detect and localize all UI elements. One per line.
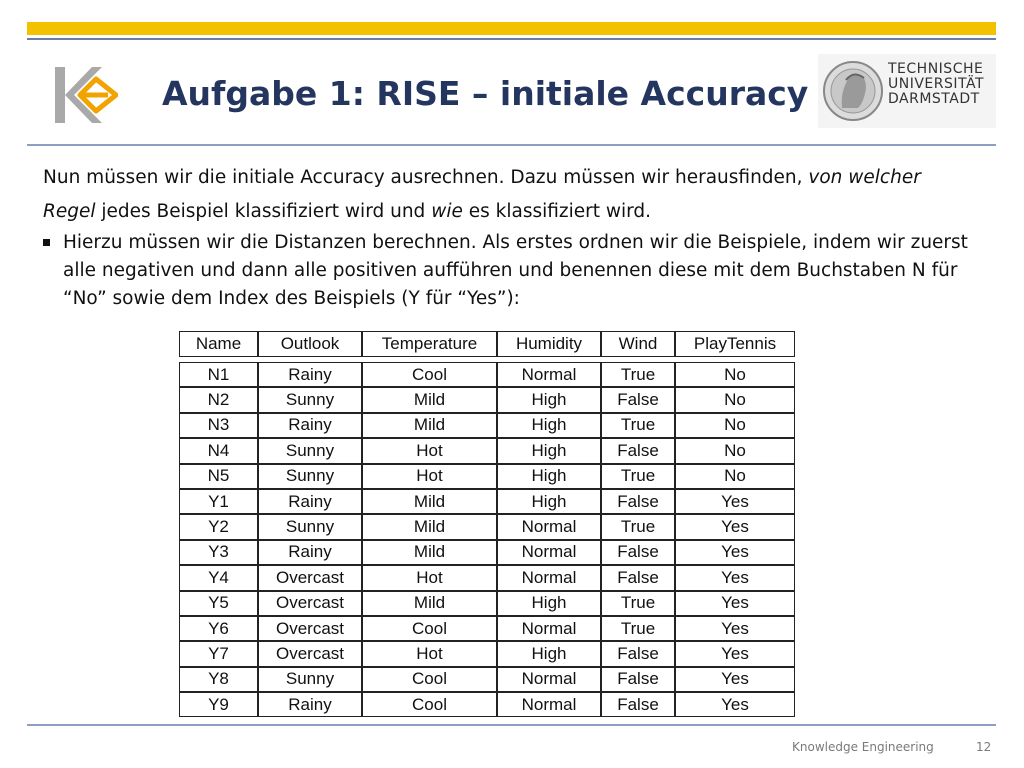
- cell-humidity: High: [497, 413, 601, 438]
- cell-outlook: Rainy: [258, 692, 362, 717]
- top-accent-bar: [27, 22, 996, 35]
- slide-body: [43, 161, 973, 313]
- cell-outlook: Overcast: [258, 616, 362, 641]
- cell-outlook: Rainy: [258, 362, 362, 387]
- cell-wind: True: [601, 464, 675, 489]
- cell-wind: False: [601, 641, 675, 666]
- cell-outlook: Sunny: [258, 438, 362, 463]
- table-row: [179, 641, 795, 666]
- cell-humidity: High: [497, 641, 601, 666]
- cell-name: Y5: [179, 591, 258, 616]
- footer-divider: [27, 724, 996, 726]
- cell-humidity: High: [497, 591, 601, 616]
- cell-outlook: Sunny: [258, 667, 362, 692]
- cell-humidity: High: [497, 489, 601, 514]
- slide-title: Aufgabe 1: RISE – initiale Accuracy: [162, 74, 809, 113]
- cell-name: N1: [179, 362, 258, 387]
- cell-wind: True: [601, 514, 675, 539]
- cell-temperature: Hot: [362, 641, 497, 666]
- cell-outlook: Sunny: [258, 387, 362, 412]
- examples-table: [179, 331, 795, 717]
- intro-text-2-italic: von welcher Regel: [43, 167, 921, 222]
- cell-wind: True: [601, 591, 675, 616]
- header-humidity: Humidity: [497, 331, 601, 357]
- page-number: 12: [976, 740, 992, 754]
- table-header-row: [179, 331, 795, 357]
- cell-temperature: Mild: [362, 540, 497, 565]
- cell-wind: False: [601, 540, 675, 565]
- cell-name: Y7: [179, 641, 258, 666]
- table-row: [179, 489, 795, 514]
- title-divider: [27, 144, 996, 146]
- cell-wind: True: [601, 362, 675, 387]
- square-bullet-icon: [43, 239, 50, 246]
- cell-temperature: Cool: [362, 692, 497, 717]
- cell-temperature: Hot: [362, 438, 497, 463]
- cell-humidity: High: [497, 387, 601, 412]
- knowledge-engineering-logo: [50, 65, 118, 125]
- cell-playtennis: Yes: [675, 692, 795, 717]
- university-name-line-1: TECHNISCHE: [888, 61, 984, 77]
- cell-name: N4: [179, 438, 258, 463]
- cell-wind: False: [601, 438, 675, 463]
- cell-wind: False: [601, 667, 675, 692]
- cell-temperature: Cool: [362, 667, 497, 692]
- cell-wind: True: [601, 616, 675, 641]
- university-name-line-2: UNIVERSITÄT: [888, 76, 985, 92]
- cell-humidity: Normal: [497, 667, 601, 692]
- cell-humidity: High: [497, 438, 601, 463]
- table-body: [179, 357, 795, 717]
- cell-wind: False: [601, 565, 675, 590]
- cell-playtennis: No: [675, 387, 795, 412]
- cell-name: Y8: [179, 667, 258, 692]
- cell-playtennis: Yes: [675, 641, 795, 666]
- bullet-text: Hierzu müssen wir die Distanzen berechnen. Als erstes ordnen wir die Beispiele, indem wir zuerst alle negativen und dann alle positiven aufführen und benennen diese mit dem Buchstaben N für “No” sowie dem Index des Beispiels (Y für “Yes”):: [63, 232, 968, 309]
- cell-outlook: Sunny: [258, 464, 362, 489]
- university-name: [888, 62, 984, 107]
- table-row: [179, 387, 795, 412]
- cell-temperature: Cool: [362, 616, 497, 641]
- intro-text-3: jedes Beispiel klassifiziert wird und: [95, 201, 432, 222]
- intro-text-1: Nun müssen wir die initiale Accuracy ausrechnen. Dazu müssen wir herausfinden,: [43, 167, 809, 188]
- footer-label: Knowledge Engineering: [792, 740, 934, 754]
- table-row: [179, 438, 795, 463]
- athena-seal-icon: [822, 58, 884, 124]
- cell-outlook: Overcast: [258, 641, 362, 666]
- cell-name: Y3: [179, 540, 258, 565]
- cell-temperature: Mild: [362, 514, 497, 539]
- cell-temperature: Mild: [362, 387, 497, 412]
- cell-temperature: Mild: [362, 591, 497, 616]
- cell-humidity: Normal: [497, 362, 601, 387]
- cell-temperature: Cool: [362, 362, 497, 387]
- table-row: [179, 540, 795, 565]
- header-temperature: Temperature: [362, 331, 497, 357]
- cell-playtennis: Yes: [675, 514, 795, 539]
- cell-humidity: Normal: [497, 565, 601, 590]
- cell-playtennis: Yes: [675, 591, 795, 616]
- top-accent-line: [27, 38, 996, 40]
- cell-playtennis: Yes: [675, 616, 795, 641]
- cell-playtennis: Yes: [675, 667, 795, 692]
- cell-humidity: Normal: [497, 616, 601, 641]
- cell-temperature: Mild: [362, 489, 497, 514]
- cell-temperature: Hot: [362, 565, 497, 590]
- cell-wind: False: [601, 489, 675, 514]
- cell-playtennis: No: [675, 464, 795, 489]
- table-row: [179, 565, 795, 590]
- cell-name: N3: [179, 413, 258, 438]
- table-row: [179, 667, 795, 692]
- table-row: [179, 692, 795, 717]
- cell-humidity: High: [497, 464, 601, 489]
- cell-humidity: Normal: [497, 540, 601, 565]
- header-wind: Wind: [601, 331, 675, 357]
- cell-playtennis: Yes: [675, 540, 795, 565]
- cell-temperature: Hot: [362, 464, 497, 489]
- header-name: Name: [179, 331, 258, 357]
- cell-name: Y1: [179, 489, 258, 514]
- university-name-line-3: DARMSTADT: [888, 91, 980, 107]
- cell-humidity: Normal: [497, 692, 601, 717]
- cell-wind: False: [601, 692, 675, 717]
- header-playtennis: PlayTennis: [675, 331, 795, 357]
- cell-outlook: Overcast: [258, 565, 362, 590]
- cell-outlook: Rainy: [258, 489, 362, 514]
- table-row: [179, 616, 795, 641]
- cell-outlook: Rainy: [258, 540, 362, 565]
- cell-playtennis: No: [675, 362, 795, 387]
- cell-name: N5: [179, 464, 258, 489]
- tu-darmstadt-logo: [818, 54, 996, 128]
- cell-wind: False: [601, 387, 675, 412]
- cell-name: N2: [179, 387, 258, 412]
- intro-text-4-italic: wie: [431, 201, 463, 222]
- cell-outlook: Overcast: [258, 591, 362, 616]
- intro-text-5: es klassifiziert wird.: [462, 201, 652, 222]
- cell-wind: True: [601, 413, 675, 438]
- cell-playtennis: Yes: [675, 565, 795, 590]
- cell-name: Y2: [179, 514, 258, 539]
- cell-name: Y9: [179, 692, 258, 717]
- table-row: [179, 413, 795, 438]
- cell-playtennis: No: [675, 438, 795, 463]
- cell-name: Y6: [179, 616, 258, 641]
- cell-humidity: Normal: [497, 514, 601, 539]
- table-row: [179, 464, 795, 489]
- intro-paragraph: [43, 161, 973, 229]
- bullet-paragraph: [43, 229, 973, 313]
- cell-playtennis: No: [675, 413, 795, 438]
- cell-name: Y4: [179, 565, 258, 590]
- table-row: [179, 514, 795, 539]
- table-row: [179, 362, 795, 387]
- cell-playtennis: Yes: [675, 489, 795, 514]
- table-row: [179, 591, 795, 616]
- cell-temperature: Mild: [362, 413, 497, 438]
- header-outlook: Outlook: [258, 331, 362, 357]
- cell-outlook: Sunny: [258, 514, 362, 539]
- cell-outlook: Rainy: [258, 413, 362, 438]
